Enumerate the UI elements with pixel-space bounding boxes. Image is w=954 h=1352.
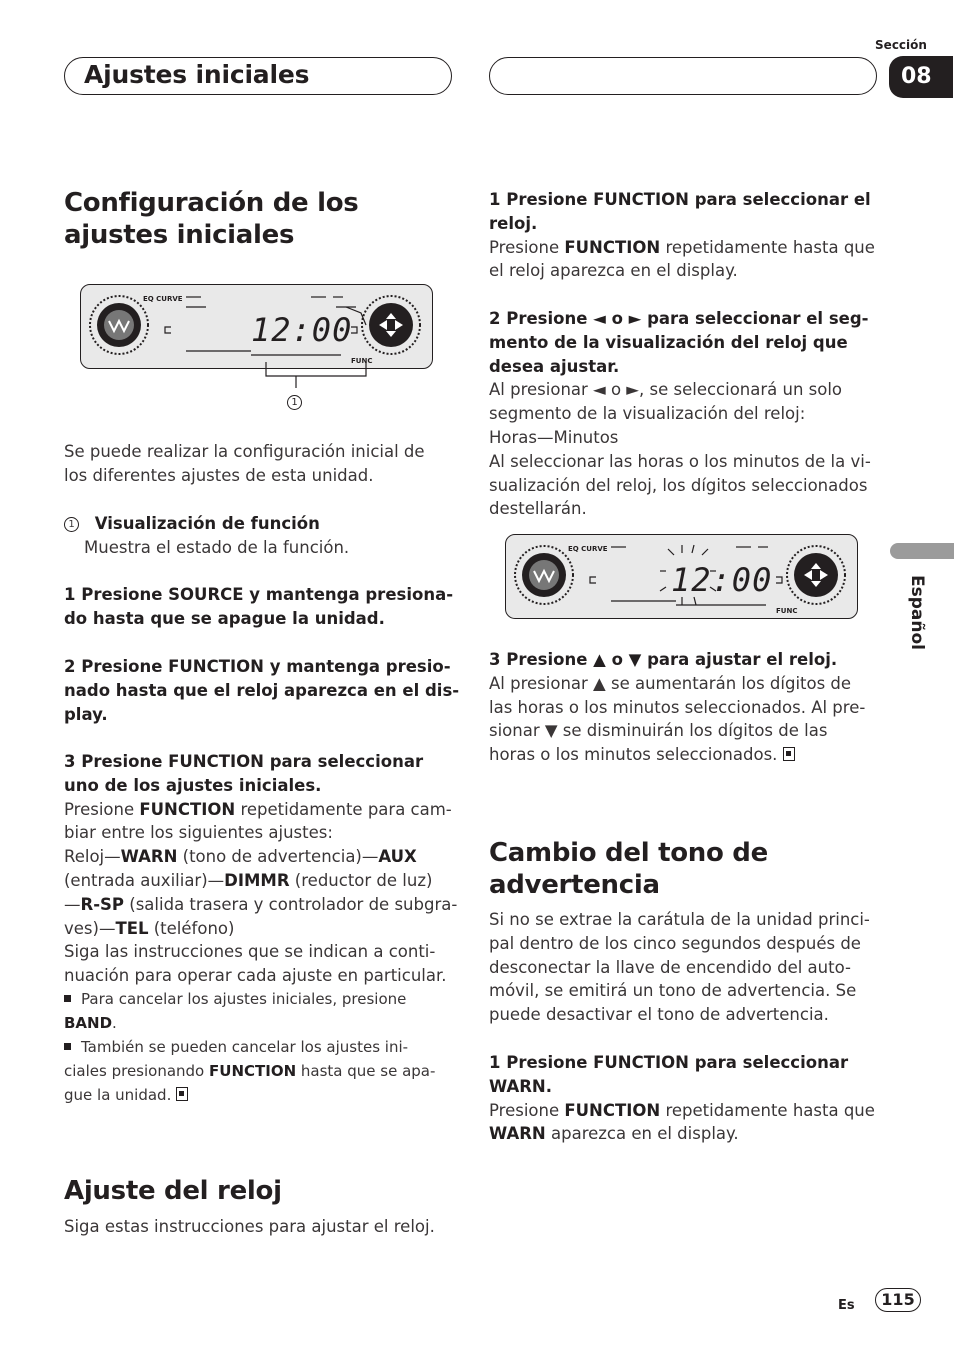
- unit-display-illustration: [80, 284, 433, 369]
- note-cancel-function: También se pueden cancelar los ajustes ini- ciales presionando FUNCTION hasta que se apa- gue la unidad.: [64, 1038, 436, 1104]
- unit-display-illustration-flashing: [505, 534, 858, 619]
- page-number: 115: [875, 1288, 921, 1312]
- clock-intro: Siga estas instrucciones para ajustar el reloj.: [64, 1217, 435, 1236]
- bullet-icon: [64, 1043, 71, 1050]
- section-heading-warning: Cambio del tono de advertencia: [489, 838, 768, 900]
- step-1-source: 1 Presione SOURCE y mantenga presiona- do hasta que se apague la unidad.: [64, 585, 454, 628]
- right-step-1: 1 Presione FUNCTION para seleccionar el reloj. Presione FUNCTION repetidamente hasta que el reloj aparezca en el display.: [489, 190, 875, 281]
- display-clock: 12:00: [251, 311, 353, 349]
- intro-paragraph: Se puede realizar la configuración inicial de los diferentes ajustes de esta unidad.: [64, 442, 425, 485]
- header-title: Ajustes iniciales: [84, 60, 310, 89]
- right-step-3: 3 Presione ▲ o ▼ para ajustar el reloj. Al presionar ▲ se aumentarán los dígitos de las horas o los minutos seleccionados. Al pre- sionar ▼ se disminuirán los dígitos de las horas o los minutos seleccionados.: [489, 650, 866, 765]
- side-tab-marker: [890, 543, 954, 559]
- callout-number: 1: [287, 392, 302, 411]
- callout-bracket: [262, 362, 392, 392]
- end-mark-icon: [176, 1087, 188, 1101]
- func-label: FUNC: [351, 357, 373, 365]
- bullet-icon: [64, 995, 71, 1002]
- step-3-function-select: 3 Presione FUNCTION para seleccionar uno de los ajustes iniciales. Presione FUNCTION repetidamente para cam- biar entre los siguientes ajustes: Reloj—WARN (tono de advertencia)—AUX (entrada auxiliar)—DIMMR (reductor de luz) —R-SP (salida trasera y controlador de subgra- ves)—TEL (teléfono) Siga las instrucciones que se indican a conti- nuación para operar cada ajuste en particular.: [64, 752, 458, 986]
- footer-language-code: Es: [838, 1298, 855, 1313]
- warning-step-1: 1 Presione FUNCTION para seleccionar WARN. Presione FUNCTION repetidamente hasta que WARN aparezca en el display.: [489, 1053, 875, 1144]
- func-label: FUNC: [776, 607, 798, 615]
- display-clock: 12:00: [671, 561, 773, 599]
- warning-intro: Si no se extrae la carátula de la unidad princi- pal dentro de los cinco segundos después de desconectar la llave de encendido del auto- móvil, se emitirá un tono de advertencia. Se puede desactivar el tono de advertencia.: [489, 910, 870, 1025]
- header-blank-frame: [489, 57, 877, 95]
- section-label: Sección: [875, 38, 927, 52]
- end-mark-icon: [783, 747, 795, 761]
- eq-curve-label: EQ CURVE: [568, 545, 608, 553]
- section-heading-config: Configuración de los ajustes iniciales: [64, 188, 359, 250]
- side-language-label: Español: [907, 575, 927, 650]
- step-2-function-hold: 2 Presione FUNCTION y mantenga presio- nado hasta que el reloj aparezca en el dis- play.: [64, 657, 460, 724]
- note-cancel-band: Para cancelar los ajustes iniciales, presione BAND.: [64, 990, 407, 1032]
- legend-item-1: 1 Visualización de función Muestra el estado de la función.: [64, 512, 464, 560]
- section-number-badge: 08: [889, 56, 953, 98]
- right-step-2: 2 Presione ◄ o ► para seleccionar el seg- mento de la visualización del reloj que desea ajustar. Al presionar ◄ o ►, se seleccionará un solo segmento de la visualización del reloj: Horas—Minutos Al seleccionar las horas o los minutos de la vi- sualización del reloj, los dígitos seleccionados destellarán.: [489, 309, 871, 519]
- eq-curve-label: EQ CURVE: [143, 295, 183, 303]
- section-heading-clock: Ajuste del reloj: [64, 1176, 282, 1206]
